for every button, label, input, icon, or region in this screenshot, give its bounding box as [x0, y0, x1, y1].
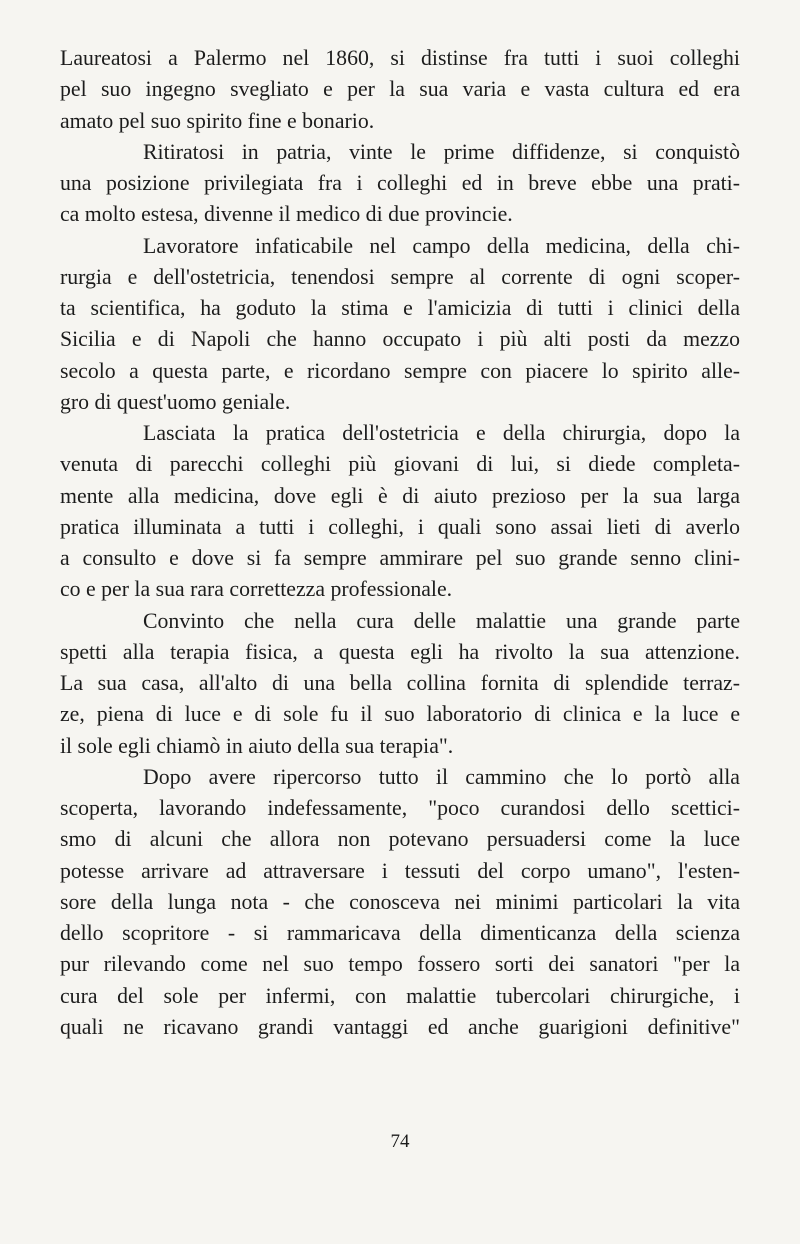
text-line: rurgia e dell'ostetricia, tenendosi sempre al corrente di ogni scoper- — [60, 264, 740, 289]
text-line: Dopo avere ripercorso tutto il cammino che lo portò alla — [143, 764, 740, 789]
text-line: secolo a questa parte, e ricordano sempre con piacere lo spirito alle- — [60, 358, 740, 383]
text-line: amato pel suo spirito fine e bonario. — [60, 108, 375, 133]
text-line: gro di quest'uomo geniale. — [60, 389, 291, 414]
text-line: potesse arrivare ad attraversare i tessuti del corpo umano", l'esten- — [60, 858, 740, 883]
text-line: pel suo ingegno svegliato e per la sua varia e vasta cultura ed era — [60, 77, 740, 102]
text-line: Lasciata la pratica dell'ostetricia e della chirurgia, dopo la — [143, 421, 740, 445]
text-line: sore della lunga nota - che conosceva nei minimi particolari la vita — [60, 889, 740, 914]
text-line: Ritiratosi in patria, vinte le prime diffidenze, si conquistò — [143, 139, 740, 164]
text-line: Sicilia e di Napoli che hanno occupato i più alti posti da mezzo — [60, 327, 740, 352]
paragraph — [60, 606, 740, 762]
text-line: Lavoratore infaticabile nel campo della medicina, della chi- — [143, 233, 740, 258]
text-line: Laureatosi a Palermo nel 1860, si distinse fra tutti i suoi colleghi — [60, 46, 740, 70]
paragraph — [60, 418, 740, 606]
text-line: scoperta, lavorando indefessamente, "poco curandosi dello scettici- — [60, 796, 740, 820]
text-line: mente alla medicina, dove egli è di aiuto prezioso per la sua larga — [60, 483, 740, 508]
text-line: ta scientifica, ha goduto la stima e l'amicizia di tutti i clinici della — [60, 296, 740, 320]
paragraph — [60, 762, 740, 1043]
text-line: cura del sole per infermi, con malattie tubercolari chirurgiche, i — [60, 983, 740, 1008]
text-line: Convinto che nella cura delle malattie una grande parte — [143, 608, 740, 633]
text-line: dello scopritore - si rammaricava della dimenticanza della scienza — [60, 921, 740, 945]
body-text — [60, 43, 740, 1043]
text-line: pur rilevando come nel suo tempo fossero sorti dei sanatori "per la — [60, 952, 740, 977]
text-line: La sua casa, all'alto di una bella collina fornita di splendide terraz- — [60, 671, 740, 695]
paragraph — [60, 137, 740, 231]
text-line: una posizione privilegiata fra i colleghi ed in breve ebbe una prati- — [60, 171, 740, 195]
text-line: quali ne ricavano grandi vantaggi ed anche guarigioni definitive" — [60, 1014, 740, 1039]
paragraph — [60, 43, 740, 137]
text-line: co e per la sua rara correttezza professionale. — [60, 577, 453, 602]
text-line: a consulto e dove si fa sempre ammirare pel suo grande senno clini- — [60, 546, 740, 570]
text-line: smo di alcuni che allora non potevano persuadersi come la luce — [60, 827, 740, 852]
paragraph — [60, 231, 740, 419]
text-line: pratica illuminata a tutti i colleghi, i quali sono assai lieti di averlo — [60, 514, 740, 539]
text-line: venuta di parecchi colleghi più giovani di lui, si diede completa- — [60, 452, 740, 477]
page-number: 74 — [390, 1131, 410, 1152]
text-line: il sole egli chiamò in aiuto della sua terapia". — [60, 733, 454, 758]
text-line: ca molto estesa, divenne il medico di due provincie. — [60, 202, 513, 227]
text-line: spetti alla terapia fisica, a questa egli ha rivolto la sua attenzione. — [60, 639, 740, 664]
text-line: ze, piena di luce e di sole fu il suo laboratorio di clinica e la luce e — [60, 702, 740, 727]
